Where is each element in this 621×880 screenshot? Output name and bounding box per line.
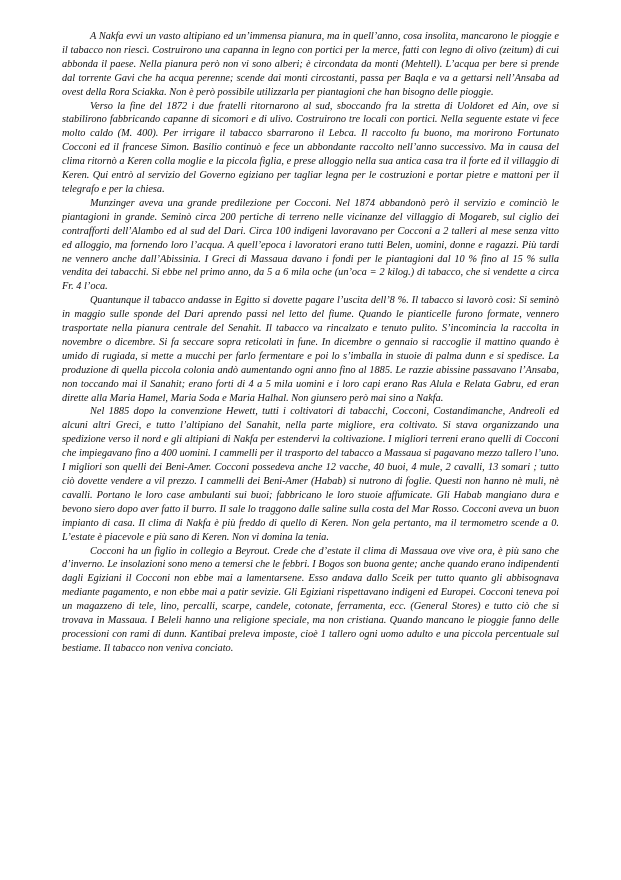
paragraph-tobacco-processing: Quantunque il tabacco andasse in Egitto si dovette pagare l’uscita dell’8 %. Il tabacco si lavorò così: Si seminò in maggio sulle sponde del Dari aprendo passi nel letto del fiume. Quando le pianticelle furono formate, vennero trasportate nella pianura centrale del Senahit. Il tabacco va rincalzato e tenuto pulito. S’incomincia la raccolta in novembre o dicembre. Si fa seccare sopra reticolati in fune. In dicembre o gennaio si raccoglie il mattino quando è umido di rugiada, si mette a mucchi per farlo fermentare e poi lo s’imballa in stuoie di palma dunn e si spedisce. La produzione di quella piccola colonia andò aumentando ogni anno fino al 1885. Le razzie abissine passavano l’Ansaba, non toccando mai il Sanahit; erano forti di 4 a 5 mila uomini e i loro capi erano Ras Alula e Relata Gabru, ed eran dirette alla Maria Hamel, Maria Soda e Maria Halhal. Non giunsero però mai sino a Nakfa. (62, 295, 559, 404)
paragraph-nakfa-plateau: A Nakfa evvi un vasto altipiano ed un’immensa pianura, ma in quell’anno, cosa insolita, mancarono le pioggie e il tabacco non riescì. Costruirono una capanna in legno con portici per la merce, fatti con legno di olivo (zeitum) di cui abbonda il paese. Nella pianura però non vi sono alberi; è circondata da monti (Mehtell). L’acqua per bere si prende dal torrente Gavi che ha acqua perenne; scende dai monti circostanti, passa per Baqla e va a gettarsi nell’Ansaba ad ovest della Rora Sciakka. Non è però possibile utilizzarla per piantagioni che han bisogno delle pioggie. (62, 31, 559, 98)
paragraph-cocconi-family-massaua: Cocconi ha un figlio in collegio a Beyrout. Crede che d’estate il clima di Massaua ove vive ora, è più sano che d’inverno. Le insolazioni sono meno a temersi che le febbri. I Bogos son buona gente; anche quando erano indipendenti dagli Egiziani il Cocconi non ebbe mai a lamentarsene. Esso andava dallo Sceik per tutto quanto gli abbisognava mediante pagamento, e non ebbe mai a patir sevizie. Gli Egiziani rispettavano indigeni ed Europei. Cocconi teneva poi un magazzeno di tele, lino, percalli, scarpe, candele, cotonate, ferramenta, ecc. (General Stores) e tutto ciò che si trovava in Massaua. I Beleli hanno una religione speciale, ma non cristiana. Quando mancano le pioggie fanno delle processioni con rami di dunn. Kantibai preleva imposte, cioè 1 tallero ogni uomo adulto e una piccola percentuale sul bestiame. Il tabacco non veniva conciato. (62, 545, 559, 654)
paragraph-return-south-1872: Verso la fine del 1872 i due fratelli ritornarono al sud, sboccando fra la stretta di Uoldoret ed Ain, ove si stabilirono fabbricando capanne di sicomori e di ulivo. Costruirono tre locali con portici. Nella seguente estate vi fece molto caldo (M. 400). Per irrigare il tabacco sbarrarono il Lebca. Il raccolto fu buono, ma morirono Fortunato Cocconi ed il francese Simon. Basilio continuò e fece un abbondante raccolto nell’anno successivo. Ma in causa del clima ritornò a Keren colla moglie e la piccola figlia, e prese alloggio nella sua antica casa tra il forte ed il villaggio di Keren. Qui entrò al servizio del Governo egiziano per tagliar legna per le costruzioni e portar pietre e mattoni per il telegrafo e per la chiesa. (62, 100, 559, 195)
paragraph-munzinger-plantations: Munzinger aveva una grande predilezione per Cocconi. Nel 1874 abbandonò però il servizio e cominciò le piantagioni in grande. Seminò circa 200 pertiche di terreno nelle vicinanze del villaggio di Mogareb, sul ciglio dei contrafforti dell’Alambo ed al sud del Dari. Circa 100 indigeni lavoravano per Cocconi a 2 talleri al mese senza vitto ed alloggio, ma fornendo loro l’acqua. A quell’epoca i lavoratori erano tutti Belen, uomini, donne e ragazzi. Più tardi ne vennero anche dall’Abissinia. I Greci di Massaua davano i fondi per le piantagioni dal 10 % fino al 15 % sulla vendita dei tabacchi. Si ebbe nel primo anno, da 5 a 6 mila oche (un’oca = 2 kilog.) di tabacco, che si vendette a circa Fr. 4 l’oca. (62, 197, 559, 293)
paragraph-hewett-convention-1885: Nel 1885 dopo la convenzione Hewett, tutti i coltivatori di tabacchi, Cocconi, Costandimanche, Andreoli ed alcuni altri Greci, e tutto l’altipiano del Sanahit, nella parte migliore, era coltivato. Si stava organizzando una spedizione verso il nord e gli altipiani di Nakfa per estendervi la coltivazione. I migliori terreni erano quelli di Cocconi che impiegavano fino a 400 uomini. I cammelli per il trasporto del tabacco a Massaua si pagavano mezzo tallero l’uno. I migliori son quelli dei Beni-Amer. Cocconi possedeva anche 12 vacche, 40 buoi, 4 mule, 2 cavalli, 13 somari ; tutto ciò dovette vendere a vil prezzo. I cammelli dei Beni-Amer (Habab) si nutrono di foglie. Questi non hanno nè muli, nè cavalli. Portano le loro case ambulanti sui buoi; fabbricano le loro stuoie affumicate. Gli Habab mangiano dura e bevono siero dopo aver fatto il burro. Il sale lo traggono dalle saline sulla costa del Mar Rosso. Cocconi aveva un buon impianto di casa. Il clima di Nakfa è più freddo di quello di Keren. Non gela pertanto, ma il termometro scende a 0. L’estate è piacevole e più sano di Keren. Non vi domina la tenia. (62, 406, 559, 543)
